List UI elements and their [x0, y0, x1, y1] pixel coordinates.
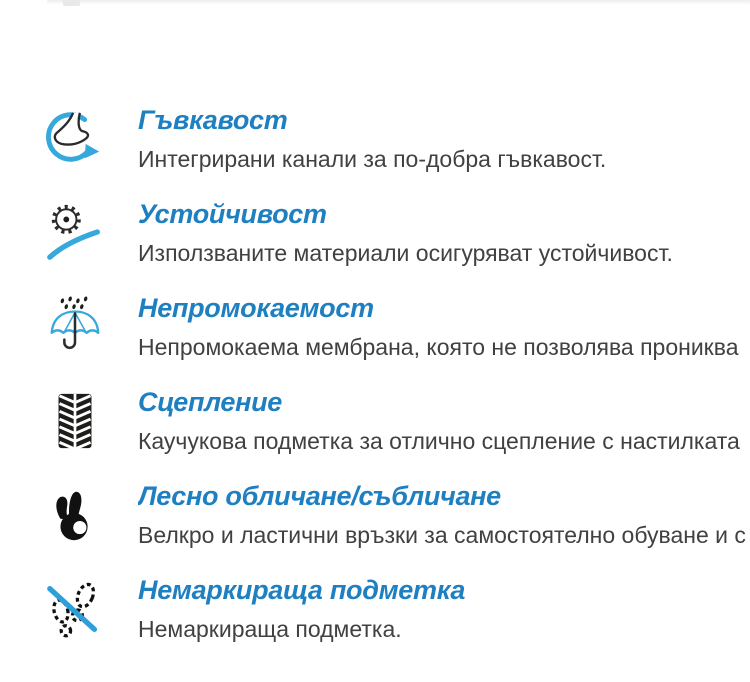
flexibility-icon: [44, 102, 108, 170]
feature-row-waterproof: [0, 290, 750, 384]
feature-title: Лесно обличане/събличане: [138, 481, 501, 511]
feature-text-flexibility: [138, 102, 750, 174]
feature-row-grip: [0, 384, 750, 478]
feature-text-waterproof: [138, 290, 750, 362]
feature-description: Велкро и ластични връзки за самостоятелно обуване и с: [138, 522, 746, 549]
feature-title: Устойчивост: [138, 199, 327, 229]
feature-text-grip: [138, 384, 750, 456]
durability-icon: [44, 196, 108, 264]
feature-title: Непромокаемост: [138, 293, 374, 323]
feature-row-flexibility: [0, 102, 750, 196]
grip-icon: [44, 384, 108, 452]
feature-text-durability: [138, 196, 750, 268]
feature-row-durability: [0, 196, 750, 290]
feature-description: Каучукова подметка за отлично сцепление с настилката: [138, 428, 740, 455]
feature-row-easy-on-off: [0, 478, 750, 572]
feature-description: Непромокаема мембрана, която не позволява прониква: [138, 334, 739, 361]
feature-text-easy-on-off: [138, 478, 750, 550]
feature-row-non-marking-sole: [0, 572, 750, 666]
feature-title: Гъвкавост: [138, 105, 288, 135]
easy-on-off-icon: [44, 478, 108, 546]
top-edge-shadow-notch: [63, 0, 80, 6]
non-marking-sole-icon: [44, 572, 108, 640]
feature-description: Използваните материали осигуряват устойчивост.: [138, 240, 673, 267]
feature-description: Немаркираща подметка.: [138, 616, 402, 643]
top-edge-shadow: [47, 0, 750, 4]
waterproof-icon: [44, 290, 108, 358]
product-features-list: [0, 102, 750, 666]
feature-title: Сцепление: [138, 387, 282, 417]
feature-title: Немаркираща подметка: [138, 575, 466, 605]
feature-description: Интегрирани канали за по-добра гъвкавост.: [138, 146, 607, 173]
feature-text-non-marking-sole: [138, 572, 750, 644]
